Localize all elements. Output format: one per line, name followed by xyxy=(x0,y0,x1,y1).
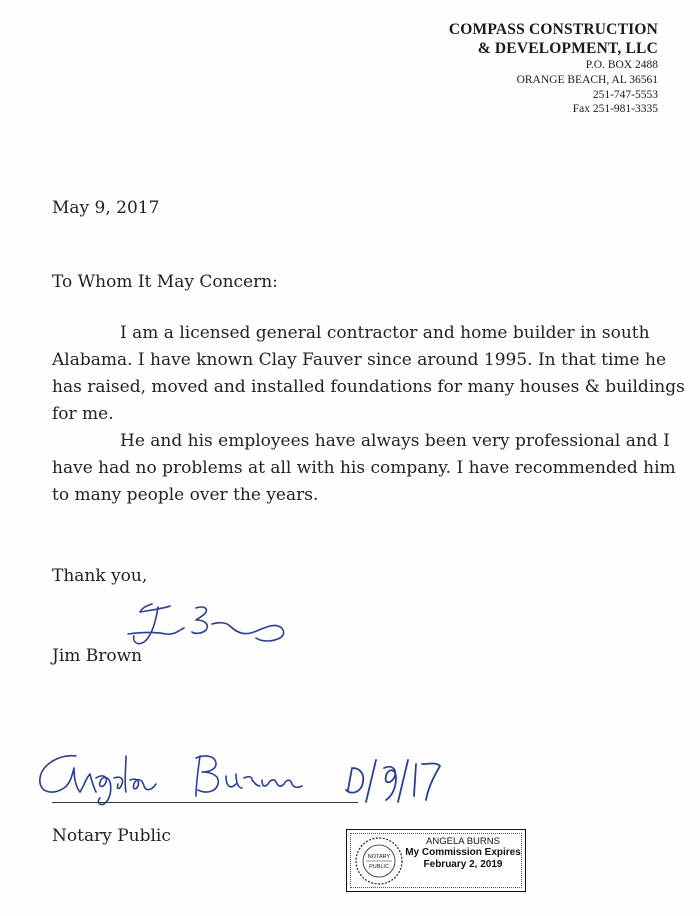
paragraph-2 xyxy=(52,428,692,509)
paragraph-1 xyxy=(52,320,692,428)
city-state: ORANGE BEACH, AL 36561 xyxy=(516,73,658,86)
stamp-expiration: February 2, 2019 xyxy=(423,859,503,870)
seal-bottom-text: PUBLIC xyxy=(369,864,389,870)
letter-date: May 9, 2017 xyxy=(52,198,160,218)
stamp-notary-name: ANGELA BURNS xyxy=(426,836,500,847)
notary-seal xyxy=(354,836,404,886)
company-name-line1: COMPASS CONSTRUCTION xyxy=(448,21,658,38)
notary-stamp xyxy=(346,829,526,892)
stamp-text xyxy=(403,836,523,871)
fax: Fax 251-981-3335 xyxy=(572,103,658,116)
paragraph-1-text: I am a licensed general contractor and home builder in south Alabama. I have known Clay Fauver since around 1995. In that time he has raised, moved and installed foundations for many houses & buildings for me. xyxy=(52,323,685,424)
letterhead xyxy=(449,20,658,117)
notary-signature xyxy=(30,738,450,810)
po-box: P.O. BOX 2488 xyxy=(585,59,658,71)
paragraph-2-text: He and his employees have always been very professional and I have had no problems at all with his company. I have recommended him to many people over the years. xyxy=(52,431,676,505)
phone: 251-747-5553 xyxy=(592,88,658,101)
stamp-commission-line: My Commission Expires xyxy=(405,847,521,858)
notary-label: Notary Public xyxy=(52,826,171,846)
signer-signature xyxy=(122,598,294,670)
company-name-line2: & DEVELOPMENT, LLC xyxy=(477,40,658,57)
signer-name: Jim Brown xyxy=(52,646,143,666)
salutation: To Whom It May Concern: xyxy=(52,272,278,292)
notary-signature-line xyxy=(52,802,358,803)
seal-top-text: NOTARY xyxy=(367,854,391,860)
closing: Thank you, xyxy=(52,566,148,586)
